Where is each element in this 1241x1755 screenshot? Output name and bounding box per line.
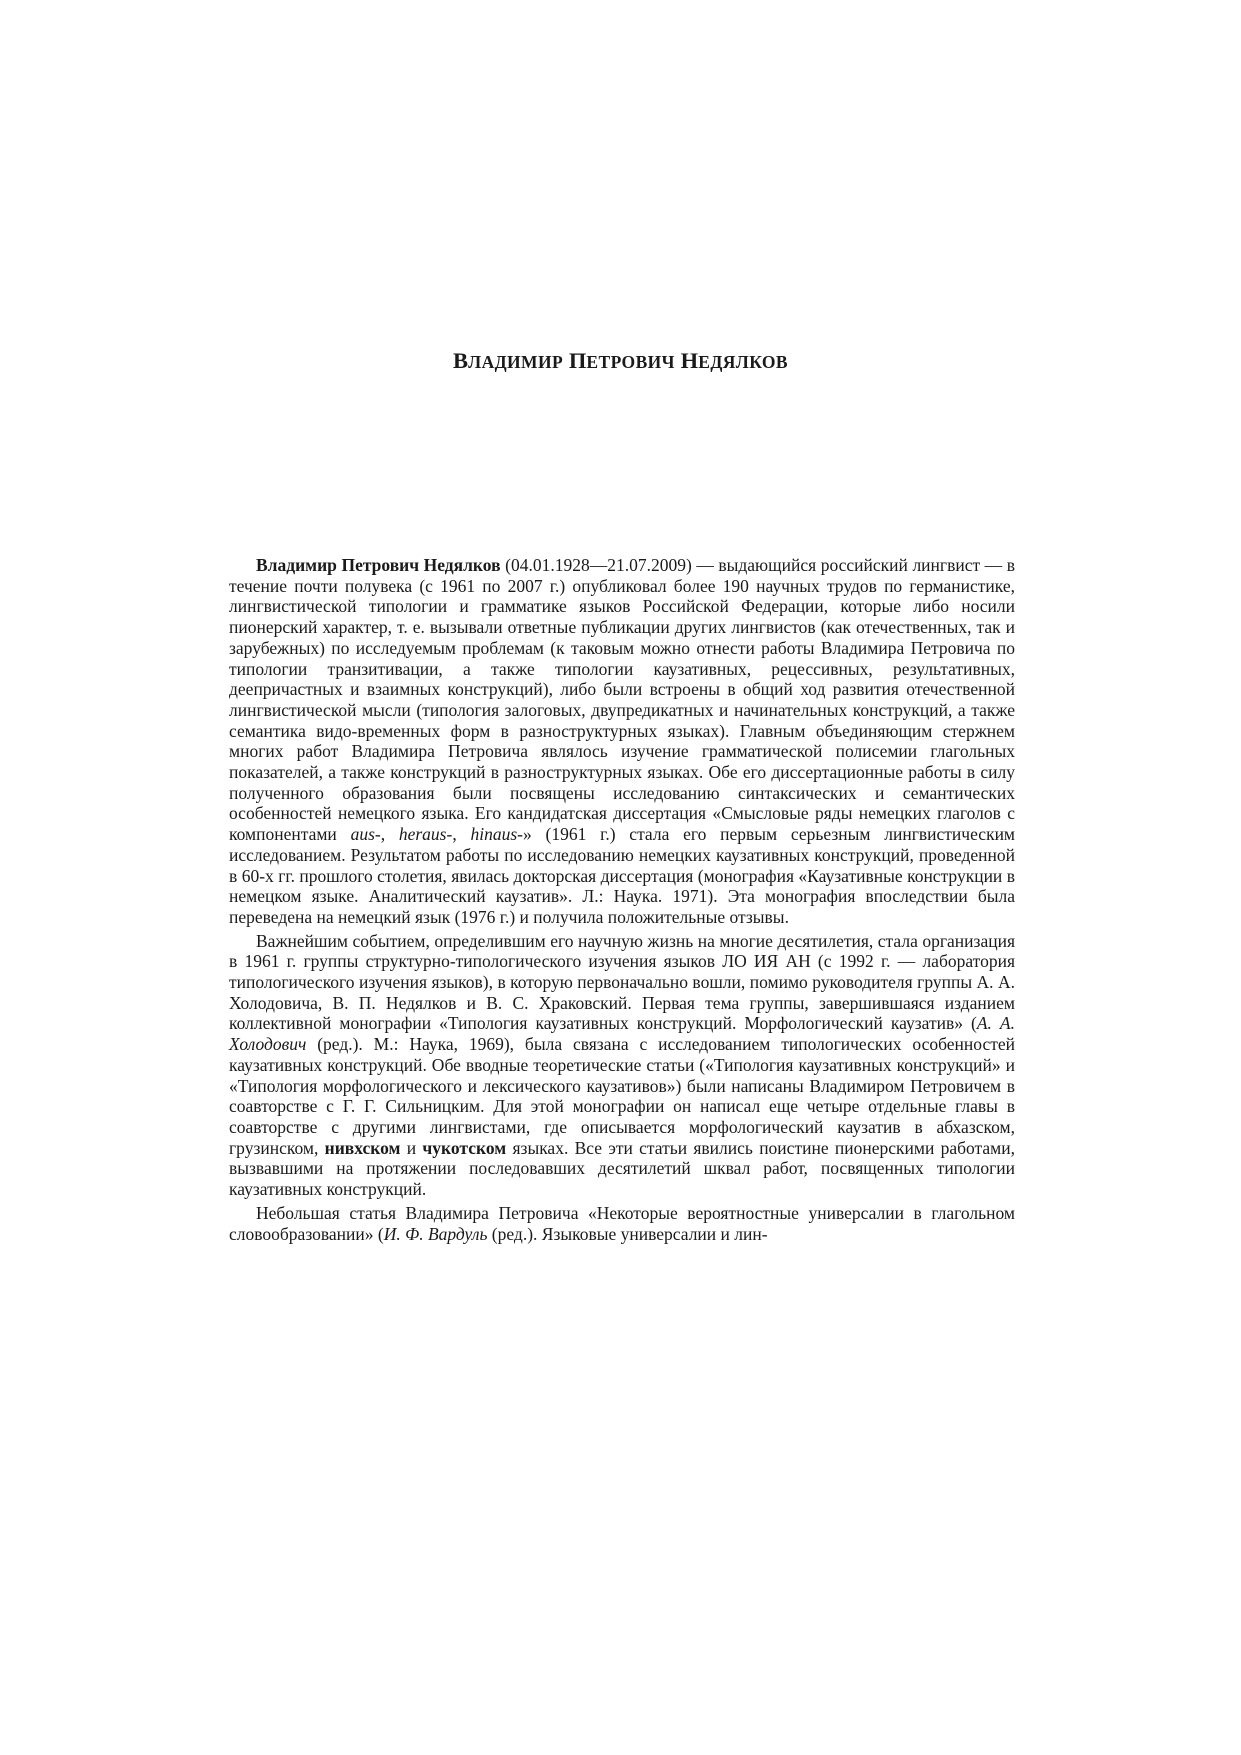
page-title: ВЛАДИМИР ПЕТРОВИЧ НЕДЯЛКОВ: [453, 348, 788, 373]
paragraph-1: Владимир Петрович Недялков (04.01.1928—21.07.2009) — выдающийся российский лингвист — в течение почти полувека (с 1961 по 2007 г.) опубликовал более 190 научных трудов по германистике, лингвистической типологии и грамматике языков Российской Федерации, которые либо носили пионерский характер, т. е. вызывали ответные публикации других лингвистов (как отечественных, так и зарубежных) по исследуемым проблемам (к таковым можно отнести работы Владимира Петровича по типологии транзитивации, а также типологии каузативных, рецессивных, результативных, деепричастных и взаимных конструкций), либо были встроены в общий ход развития отечественной лингвистической мысли (типология залоговых, двупредикатных и начинательных конструкций, а также семантика видо-временных форм в разноструктурных языках). Главным объединяющим стержнем многих работ Владимира Петровича являлось изучение грамматической полисемии глагольных показателей, а также конструкций в разноструктурных языках. Обе его диссертационные работы в силу полученного образования были посвящены исследованию синтаксических и семантических особенностей немецкого языка. Его кандидатская диссертация «Смысловые ряды немецких глаголов с компонентами aus-, heraus-, hinaus-» (1961 г.) стала его первым серьезным лингвистическим исследованием. Результатом работы по исследованию немецких каузативных конструкций, проведенной в 60-х гг. прошлого столетия, явилась докторская диссертация (монография «Каузативные конструкции в немецком языке. Аналитический каузатив». Л.: Наука. 1971). Эта монография впоследствии была переведена на немецкий язык (1976 г.) и получила положительные отзывы.: [229, 555, 1016, 927]
author-name: Владимир Петрович Недялков: [256, 555, 501, 575]
paragraph-3: Небольшая статья Владимира Петровича «Некоторые вероятностные универсалии в глагольном словообразовании» (И. Ф. Вардуль (ред.). Языковые универсалии и лин-: [229, 1202, 1015, 1244]
paragraph-2: Важнейшим событием, определившим его научную жизнь на многие десятилетия, стала организация в 1961 г. группы структурно-типологического изучения языков ЛО ИЯ АН (с 1992 г. — лаборатория типологического изучения языков), в которую первоначально вошли, помимо руководителя группы А. А. Холодовича, В. П. Недялков и В. С. Храковский. Первая тема группы, завершившаяся изданием коллективной монографии «Типология каузативных конструкций. Морфологический каузатив» (А. А. Холодович (ред.). М.: Наука, 1969), была связана с исследованием типологических особенностей каузативных конструкций. Обе вводные теоретические статьи («Типология каузативных конструкций» и «Типология морфологического и лексического каузативов») были написаны Владимиром Петровичем в соавторстве с Г. Г. Сильницким. Для этой монографии он написал еще четыре отдельные главы в соавторстве с другими лингвистами, где описывается морфологический каузатив в абхазском, грузинском, нивхском и чукотском языках. Все эти статьи явились поистине пионерскими работами, вызвавшими на протяжении последовавших десятилетий шквал работ, посвященных типологии каузативных конструкций.: [229, 930, 1015, 1200]
article-body: [229, 555, 1015, 1244]
